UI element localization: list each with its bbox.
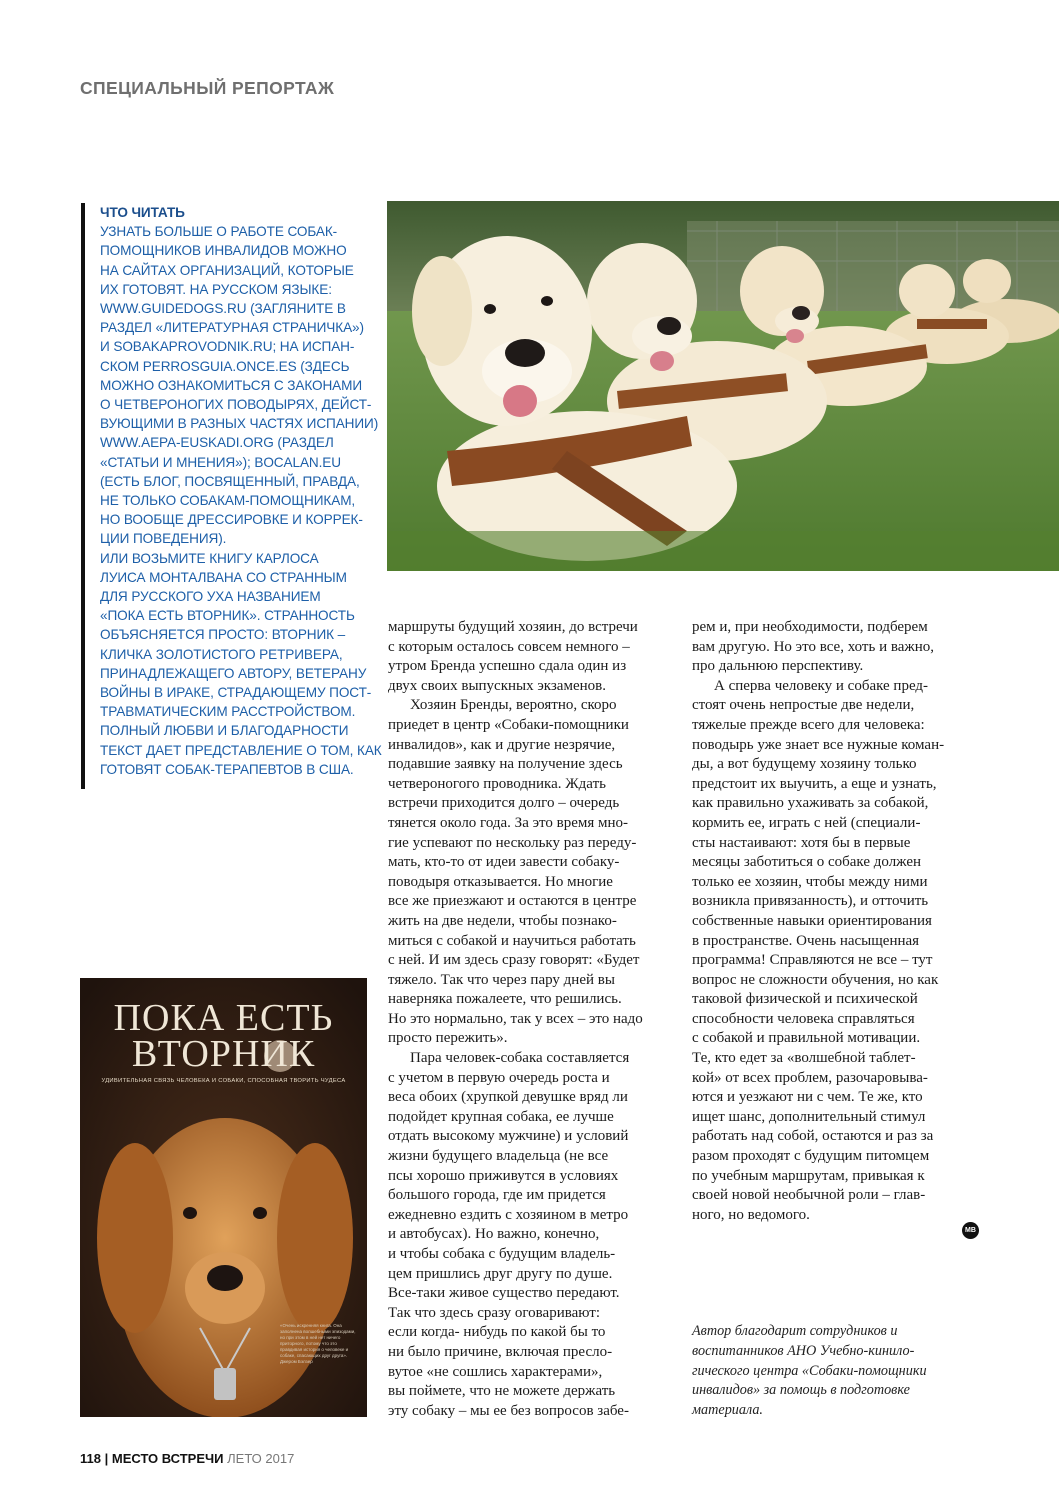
sidebar-line: ЛУИСА МОНТАЛВАНА СО СТРАННЫМ xyxy=(100,569,347,585)
text-line: Все-таки живое существо передают. xyxy=(388,1285,620,1302)
text-line: если когда- нибудь по какой бы то xyxy=(388,1324,606,1341)
text-line: предстоит их выучить, а еще и узнать, xyxy=(692,775,937,792)
sidebar-line: КЛИЧКА ЗОЛОТИСТОГО РЕТРИВЕРА, xyxy=(100,646,343,662)
sidebar-line: ВОЙНЫ В ИРАКЕ, СТРАДАЮЩЕМУ ПОСТ- xyxy=(100,685,372,701)
sidebar-line: ИЛИ ВОЗЬМИТЕ КНИГУ КАРЛОСА xyxy=(100,550,319,566)
text-line: разом проходят с будущим питомцем xyxy=(692,1148,930,1165)
book-subtitle: УДИВИТЕЛЬНАЯ СВЯЗЬ ЧЕЛОВЕКА И СОБАКИ, СПОСОБНАЯ ТВОРИТЬ ЧУДЕСА xyxy=(101,1078,346,1084)
text-line: способности человека справляться xyxy=(692,1010,915,1027)
sidebar-line: «СТАТЬИ И МНЕНИЯ»); BOCALAN.EU xyxy=(100,454,341,470)
text-line: мать, кто-то от идеи завести собаку- xyxy=(388,854,620,871)
text-line: стоят очень непростые две недели, xyxy=(692,697,915,714)
text-line: ного, но ведомого. xyxy=(692,1206,810,1223)
text-line: поводыря отказывается. Но многие xyxy=(388,873,613,890)
sidebar-line: НА САЙТАХ ОРГАНИЗАЦИЙ, КОТОРЫЕ xyxy=(100,262,354,278)
text-line: наверняка пожалеете, что решились. xyxy=(388,991,622,1008)
text-line: подавшие заявку на получение здесь xyxy=(388,756,623,773)
text-line: с ней. И им здесь сразу говорят: «Будет xyxy=(388,952,640,969)
text-line: маршруты будущий хозяин, до встречи xyxy=(388,619,638,635)
text-line: тяжело. Так что через пару дней вы xyxy=(388,971,615,988)
sidebar-line: ЦИИ ПОВЕДЕНИЯ). xyxy=(100,531,227,547)
text-line: жизни будущего владельца (не все xyxy=(388,1148,609,1165)
text-line: отдать высокому мужчине) и условий xyxy=(388,1128,629,1145)
section-header: СПЕЦИАЛЬНЫЙ РЕПОРТАЖ xyxy=(80,78,335,98)
sidebar-line: И SOBAKAPROVODNIK.RU; НА ИСПАН- xyxy=(100,339,355,355)
sidebar-title: ЧТО ЧИТАТЬ xyxy=(100,205,185,220)
text-line: ищет шанс, дополнительный стимул xyxy=(692,1108,926,1125)
sidebar-line: ГОТОВЯТ СОБАК-ТЕРАПЕВТОВ В США. xyxy=(100,761,354,777)
sidebar-line: WWW.AEPA-EUSKADI.ORG (РАЗДЕЛ xyxy=(100,435,334,451)
credits-line: воспитанников АНО Учебно-кинило- xyxy=(692,1342,915,1359)
text-line: Те, кто едет за «волшебной таблет- xyxy=(692,1050,916,1067)
text-line: программа! Справляются не все – тут xyxy=(692,952,933,969)
text-line: в пространстве. Очень насыщенная xyxy=(692,932,920,949)
sidebar-line: ВУЮЩИМИ В РАЗНЫХ ЧАСТЯХ ИСПАНИИ) xyxy=(100,416,379,432)
text-line: инвалидов», как и другие незрячие, xyxy=(388,736,616,753)
text-line: Так что здесь сразу оговаривают: xyxy=(388,1304,600,1321)
text-line: А сперва человеку и собаке пред- xyxy=(714,677,929,694)
book-cover xyxy=(80,978,367,1417)
text-line: ни было причине, включая пресло- xyxy=(388,1343,613,1360)
credits-line: Автор благодарит сотрудников и xyxy=(692,1323,898,1339)
footer-separator: | xyxy=(104,1451,109,1466)
text-line: четвероногого проводника. Ждать xyxy=(388,775,606,792)
text-line: гие успевают по нескольку раз переду- xyxy=(388,834,637,851)
text-line: таковой физической и психической xyxy=(692,991,918,1008)
text-line: вам другую. Но это все, хоть и важно, xyxy=(692,638,935,655)
text-line: тяжелые прежде всего для человека: xyxy=(692,716,925,733)
text-line: сты настаивают: хотя бы в первые xyxy=(692,834,911,851)
text-line: про дальнюю перспективу. xyxy=(692,658,864,675)
sidebar-line: ПОМОЩНИКОВ ИНВАЛИДОВ МОЖНО xyxy=(100,243,347,259)
page-footer xyxy=(80,1451,294,1466)
text-line: утром Бренда успешно сдала один из xyxy=(388,658,627,675)
reading-sidebar xyxy=(81,203,382,789)
text-line: как правильно ухаживать за собакой, xyxy=(692,795,929,812)
text-line: псы хорошо приживутся в условиях xyxy=(388,1167,619,1184)
article-column-2 xyxy=(692,618,982,1225)
text-line: ются и уезжают ни с чем. Те же, кто xyxy=(692,1089,923,1106)
text-line: большого города, где им придется xyxy=(388,1187,606,1204)
text-line: просто пережить». xyxy=(388,1030,508,1047)
text-line: и чтобы собака с будущим владель- xyxy=(388,1246,616,1262)
sidebar-line: ТРАВМАТИЧЕСКИМ РАССТРОЙСТВОМ. xyxy=(100,704,356,720)
text-line: вутое «не сошлись характерами», xyxy=(388,1363,603,1380)
text-line: встречи приходится долго – очередь xyxy=(388,795,620,812)
text-line: возникла привязанность), и отточить xyxy=(692,893,929,910)
sidebar-line: УЗНАТЬ БОЛЬШЕ О РАБОТЕ СОБАК- xyxy=(100,224,338,240)
text-line: ды, а вот будущему хозяину только xyxy=(692,756,917,773)
sidebar-line: ТЕКСТ ДАЕТ ПРЕДСТАВЛЕНИЕ О ТОМ, КАК xyxy=(100,742,382,758)
text-line: собственные навыки ориентирования xyxy=(692,912,932,929)
text-line: с которым осталось совсем немного – xyxy=(388,638,630,655)
text-line: и автобусах). Но важно, конечно, xyxy=(388,1226,600,1243)
text-line: вы поймете, что не можете держать xyxy=(388,1383,616,1400)
end-mark: МВ xyxy=(962,1222,979,1239)
text-line: веса обоих (хрупкой девушке вряд ли xyxy=(388,1089,628,1106)
sidebar-line: ПОЛНЫЙ ЛЮБВИ И БЛАГОДАРНОСТИ xyxy=(100,723,349,739)
text-line: цем пришлись друг другу по душе. xyxy=(388,1265,613,1282)
text-line: кой» от всех проблем, разочаровыва- xyxy=(692,1069,928,1086)
sidebar-line: ДЛЯ РУССКОГО УХА НАЗВАНИЕМ xyxy=(100,589,321,605)
sidebar-line: МОЖНО ОЗНАКОМИТЬСЯ С ЗАКОНАМИ xyxy=(100,377,363,393)
book-title-line2: ВТОРНИК xyxy=(131,1033,316,1075)
text-line: двух своих выпускных экзаменов. xyxy=(388,677,606,694)
sidebar-line: НЕ ТОЛЬКО СОБАКАМ-ПОМОЩНИКАМ, xyxy=(100,493,356,509)
text-line: поводырь уже знает все нужные коман- xyxy=(692,736,945,753)
sidebar-line: «ПОКА ЕСТЬ ВТОРНИК». СТРАННОСТЬ xyxy=(100,608,355,624)
credits-line: инвалидов» за помощь в подготовке xyxy=(692,1382,910,1399)
sidebar-line: НО ВООБЩЕ ДРЕССИРОВКЕ И КОРРЕК- xyxy=(100,512,363,528)
sidebar-line: (ЕСТЬ БЛОГ, ПОСВЯЩЕННЫЙ, ПРАВДА, xyxy=(100,473,360,489)
sidebar-line: ОБЪЯСНЯЕТСЯ ПРОСТО: ВТОРНИК – xyxy=(100,627,346,643)
text-line: приедет в центр «Собаки-помощники xyxy=(388,716,629,733)
sidebar-line: РАЗДЕЛ «ЛИТЕРАТУРНАЯ СТРАНИЧКА») xyxy=(100,320,364,336)
text-line: своей новой необычной роли – глав- xyxy=(692,1187,926,1204)
book-title-line1: ПОКА ЕСТЬ xyxy=(113,997,334,1039)
book-quote: «Очень искренняя книга. Она заполнена волшебными эпизодами, но при этом в ней нет ничего приторного, потому что это правдивая история о человеке и собаке, спасающих друг друга». Джером Бэлзер xyxy=(280,1323,356,1364)
text-line: Хозяин Бренды, вероятно, скоро xyxy=(410,697,617,714)
guide-dogs-photo xyxy=(387,201,1059,571)
text-line: Пара человек-собака составляется xyxy=(410,1050,630,1067)
text-line: только ее хозяин, чтобы между ними xyxy=(692,873,928,890)
text-line: все же приезжают и остаются в центре xyxy=(388,893,637,910)
text-line: по учебным маршрутам, привыкая к xyxy=(692,1167,925,1184)
sidebar-line: О ЧЕТВЕРОНОГИХ ПОВОДЫРЯХ, ДЕЙСТ- xyxy=(100,397,372,413)
article-column-1 xyxy=(388,618,678,1421)
issue-label: ЛЕТО 2017 xyxy=(227,1451,295,1466)
text-line: с учетом в первую очередь роста и xyxy=(388,1069,610,1086)
text-line: вопрос не сложности обучения, но как xyxy=(692,971,939,988)
text-line: кормить ее, играть с ней (специали- xyxy=(692,814,921,831)
text-line: месяцы заботиться о собаке должен xyxy=(692,854,922,871)
sidebar-line: ИХ ГОТОВЯТ. НА РУССКОМ ЯЗЫКЕ: xyxy=(100,281,332,297)
text-line: миться с собакой и научиться работать xyxy=(388,932,636,949)
page-number: 118 xyxy=(80,1451,101,1466)
text-line: ежедневно ездить с хозяином в метро xyxy=(388,1206,629,1223)
text-line: подойдет крупная собака, ее лучше xyxy=(388,1108,614,1125)
sidebar-line: WWW.GUIDEDOGS.RU (ЗАГЛЯНИТЕ В xyxy=(100,301,346,317)
text-line: жить на две недели, чтобы познако- xyxy=(388,912,617,929)
text-line: рем и, при необходимости, подберем xyxy=(692,619,928,635)
credits-line: гического центра «Собаки-помощники xyxy=(692,1362,927,1379)
sidebar-line: ПРИНАДЛЕЖАЩЕГО АВТОРУ, ВЕТЕРАНУ xyxy=(100,665,367,681)
credits-line: материала. xyxy=(692,1402,763,1419)
credits-note xyxy=(692,1322,992,1421)
text-line: эту собаку – мы ее без вопросов забе- xyxy=(388,1402,629,1419)
sidebar-line: СКОМ PERROSGUIA.ONCE.ES (ЗДЕСЬ xyxy=(100,358,350,374)
magazine-name: МЕСТО ВСТРЕЧИ xyxy=(111,1451,224,1466)
text-line: работать над собой, остаются и раз за xyxy=(692,1128,934,1145)
text-line: Но это нормально, так у всех – это надо xyxy=(388,1010,643,1027)
text-line: с собакой и правильной мотивации. xyxy=(692,1030,921,1047)
text-line: тянется около года. За это время мно- xyxy=(388,814,629,831)
